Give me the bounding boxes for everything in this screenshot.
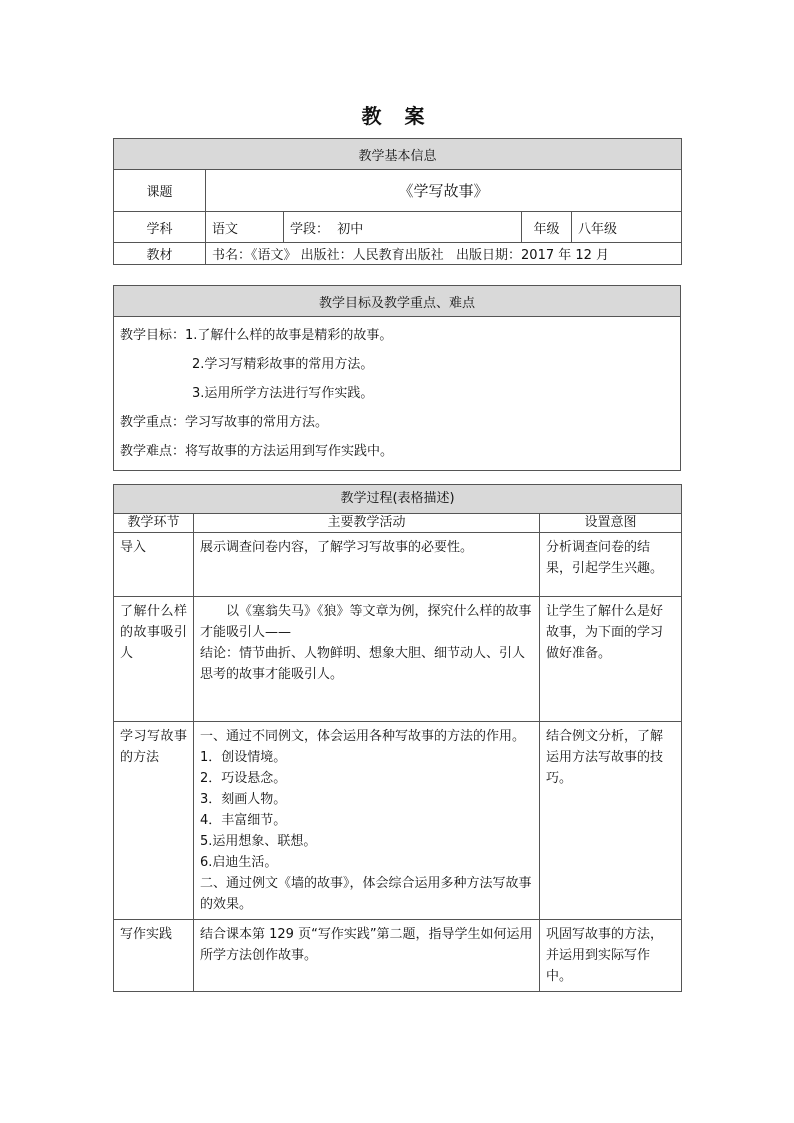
table-row	[114, 533, 682, 597]
stage-cell: 写作实践	[114, 920, 194, 992]
topic-value: 《学写故事》	[206, 170, 682, 212]
stage-label: 学段：	[290, 221, 330, 237]
column-header: 主要教学活动	[194, 514, 540, 533]
activity-cell	[194, 533, 540, 597]
stage-value: 初中	[337, 221, 364, 237]
activity-line: 3．刻画人物。	[200, 792, 287, 807]
difficulty-line	[120, 437, 674, 466]
grade-label: 年级	[522, 212, 572, 243]
key-line	[120, 408, 674, 437]
stage-cell: 了解什么样的故事吸引人	[114, 597, 194, 722]
goal-line-1	[120, 321, 674, 350]
intent-cell: 结合例文分析，了解运用方法写故事的技巧。	[540, 722, 682, 920]
basic-info-header: 教学基本信息	[114, 139, 682, 170]
stage-cell: 学习写故事的方法	[114, 722, 194, 920]
process-table	[113, 484, 682, 992]
table-row	[114, 920, 682, 992]
activity-line: 展示调查问卷内容，了解学习写故事的必要性。	[200, 540, 474, 555]
column-header: 教学环节	[114, 514, 194, 533]
difficulty-value: 将写故事的方法运用到写作实践中。	[185, 444, 394, 459]
intent-cell: 巩固写故事的方法，并运用到实际写作中。	[540, 920, 682, 992]
activity-line: 5.运用想象、联想。	[200, 834, 317, 849]
stage-cell	[284, 212, 522, 243]
grade-value: 八年级	[572, 212, 682, 243]
table-row	[114, 722, 682, 920]
key-value: 学习写故事的常用方法。	[185, 415, 329, 430]
activity-line: 一、通过不同例文，体会运用各种写故事的方法的作用。	[200, 729, 526, 744]
intent-cell: 让学生了解什么是好故事，为下面的学习做好准备。	[540, 597, 682, 722]
activity-line: 1．创设情境。	[200, 750, 287, 765]
stage-cell: 导入	[114, 533, 194, 597]
activity-line: 结论：情节曲折、人物鲜明、想象大胆、细节动人、引人思考的故事才能吸引人。	[200, 646, 526, 682]
activity-line: 以《塞翁失马》《狼》等文章为例，探究什么样的故事才能吸引人——	[200, 604, 532, 640]
key-label: 教学重点：	[120, 415, 186, 430]
textbook-value: 书名：《语文》 出版社：人民教育出版社 出版日期：2017 年 12 月	[206, 243, 682, 265]
activity-line: 二、通过例文《墙的故事》，体会综合运用多种方法写故事的效果。	[200, 876, 532, 912]
goals-body	[114, 317, 681, 471]
subject-label: 学科	[114, 212, 206, 243]
goals-header: 教学目标及教学重点、难点	[114, 286, 681, 317]
activity-line: 结合课本第 129 页“写作实践”第二题，指导学生如何运用所学方法创作故事。	[200, 927, 533, 963]
column-header: 设置意图	[540, 514, 682, 533]
activity-cell	[194, 920, 540, 992]
activity-line: 4．丰富细节。	[200, 813, 287, 828]
activity-cell	[194, 597, 540, 722]
table-row	[114, 597, 682, 722]
difficulty-label: 教学难点：	[120, 444, 186, 459]
basic-info-table	[113, 138, 682, 265]
goal-item: 2.学习写精彩故事的常用方法。	[192, 357, 374, 372]
topic-label: 课题	[114, 170, 206, 212]
goal-item: 3.运用所学方法进行写作实践。	[192, 386, 374, 401]
activity-line: 2．巧设悬念。	[200, 771, 287, 786]
goals-table	[113, 285, 681, 471]
activity-line: 6.启迪生活。	[200, 855, 278, 870]
subject-value: 语文	[206, 212, 284, 243]
intent-cell: 分析调查问卷的结果，引起学生兴趣。	[540, 533, 682, 597]
textbook-label: 教材	[114, 243, 206, 265]
process-header: 教学过程(表格描述)	[114, 485, 682, 514]
page-title: 教 案	[361, 104, 433, 128]
activity-cell	[194, 722, 540, 920]
goal-label: 教学目标：	[120, 328, 186, 343]
goal-item: 1.了解什么样的故事是精彩的故事。	[185, 328, 393, 343]
